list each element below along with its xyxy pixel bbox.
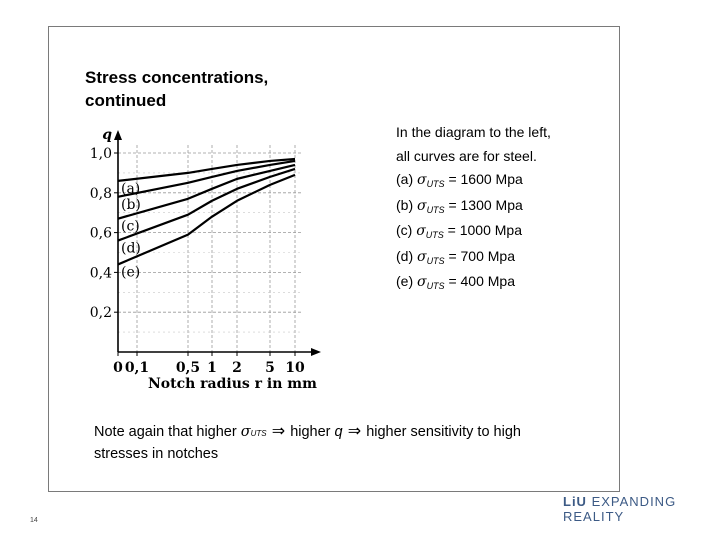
footer-part2: higher — [290, 424, 335, 440]
notes-item — [396, 219, 596, 245]
sigma-symbol: σ — [417, 248, 427, 265]
x-tick-label: 10 — [285, 360, 305, 376]
curve-label: (b) — [121, 196, 141, 213]
notes-item — [396, 168, 596, 194]
notes-items — [396, 168, 596, 296]
x-tick-label: 1 — [207, 360, 217, 376]
notes-item-value: = 1600 Mpa — [444, 171, 523, 187]
y-tick-label: 0,6 — [89, 225, 112, 242]
notes-item — [396, 194, 596, 220]
x-tick-label: 0 — [113, 360, 123, 376]
slide-title — [85, 66, 345, 112]
x-axis-title: Notch radius r in mm — [148, 376, 317, 392]
y-tick-label: 0,2 — [89, 305, 112, 322]
notes-item-label: (b) — [396, 196, 417, 213]
y-tick-label: 0,8 — [89, 185, 112, 202]
footer-sub: UTS — [250, 429, 267, 438]
curve-label: (d) — [121, 240, 141, 257]
footer-arrow-1: ⇒ — [266, 421, 291, 440]
notes-item-label: (c) — [396, 222, 417, 238]
brand-logo — [563, 494, 720, 524]
notes-item-value: = 700 Mpa — [444, 247, 515, 264]
notes-item-label: (d) — [396, 247, 417, 264]
chart-axes — [114, 130, 321, 356]
curve-label: (e) — [121, 264, 141, 281]
notes-intro-line2: all curves are for steel. — [396, 147, 537, 164]
footer-part3: higher sensitivity to high — [366, 424, 521, 440]
uts-subscript: UTS — [426, 204, 445, 215]
footer-arrow-2: ⇒ — [342, 421, 367, 440]
sigma-symbol: σ — [417, 197, 427, 214]
curve-label: (a) — [121, 180, 141, 197]
sigma-symbol: σ — [417, 274, 427, 290]
chart-curves — [118, 159, 295, 264]
uts-subscript: UTS — [426, 255, 445, 266]
footer-note-line2: stresses in notches — [94, 446, 219, 462]
notes-item-value: = 1300 Mpa — [444, 196, 523, 213]
uts-subscript: UTS — [426, 281, 445, 291]
notes-item-value: = 1000 Mpa — [443, 222, 523, 238]
footer-note-line1 — [94, 421, 594, 444]
q-notch-radius-chart — [85, 120, 325, 395]
notes-item — [396, 245, 596, 271]
x-tick-label: 2 — [232, 360, 242, 376]
notes-item-value: = 400 Mpa — [444, 273, 515, 289]
brand-tagline: EXPANDING REALITY — [563, 494, 677, 524]
uts-subscript: UTS — [426, 179, 445, 189]
notes-intro-line1: In the diagram to the left, — [396, 124, 551, 140]
footer-note — [94, 421, 594, 464]
x-tick-label: 0,1 — [124, 360, 150, 376]
sigma-symbol: σ — [417, 172, 427, 188]
sigma-symbol: σ — [416, 223, 426, 239]
footer-sigma: σ — [240, 424, 251, 440]
notes-item-label: (a) — [396, 171, 417, 187]
x-tick-label: 0,5 — [175, 360, 201, 376]
x-axis-arrow — [311, 348, 321, 356]
notes-panel — [396, 121, 596, 296]
footer-q: q — [334, 424, 343, 440]
y-axis-title: q — [102, 127, 112, 143]
y-axis-arrow — [114, 130, 122, 140]
slide-title-line2: continued — [85, 91, 167, 110]
curve-label: (c) — [121, 218, 140, 235]
page-number: 14 — [30, 517, 38, 524]
y-tick-label: 0,4 — [89, 265, 112, 282]
notes-item — [396, 270, 596, 296]
curve-e — [118, 175, 295, 265]
x-tick-label: 5 — [265, 360, 275, 376]
uts-subscript: UTS — [425, 230, 444, 240]
slide-title-line1: Stress concentrations, — [85, 68, 269, 87]
notes-item-label: (e) — [396, 273, 417, 289]
curve-d — [118, 169, 295, 241]
y-tick-label: 1,0 — [89, 146, 112, 162]
brand-liu: LiU — [563, 494, 587, 509]
footer-part1: Note again that higher — [94, 424, 241, 440]
